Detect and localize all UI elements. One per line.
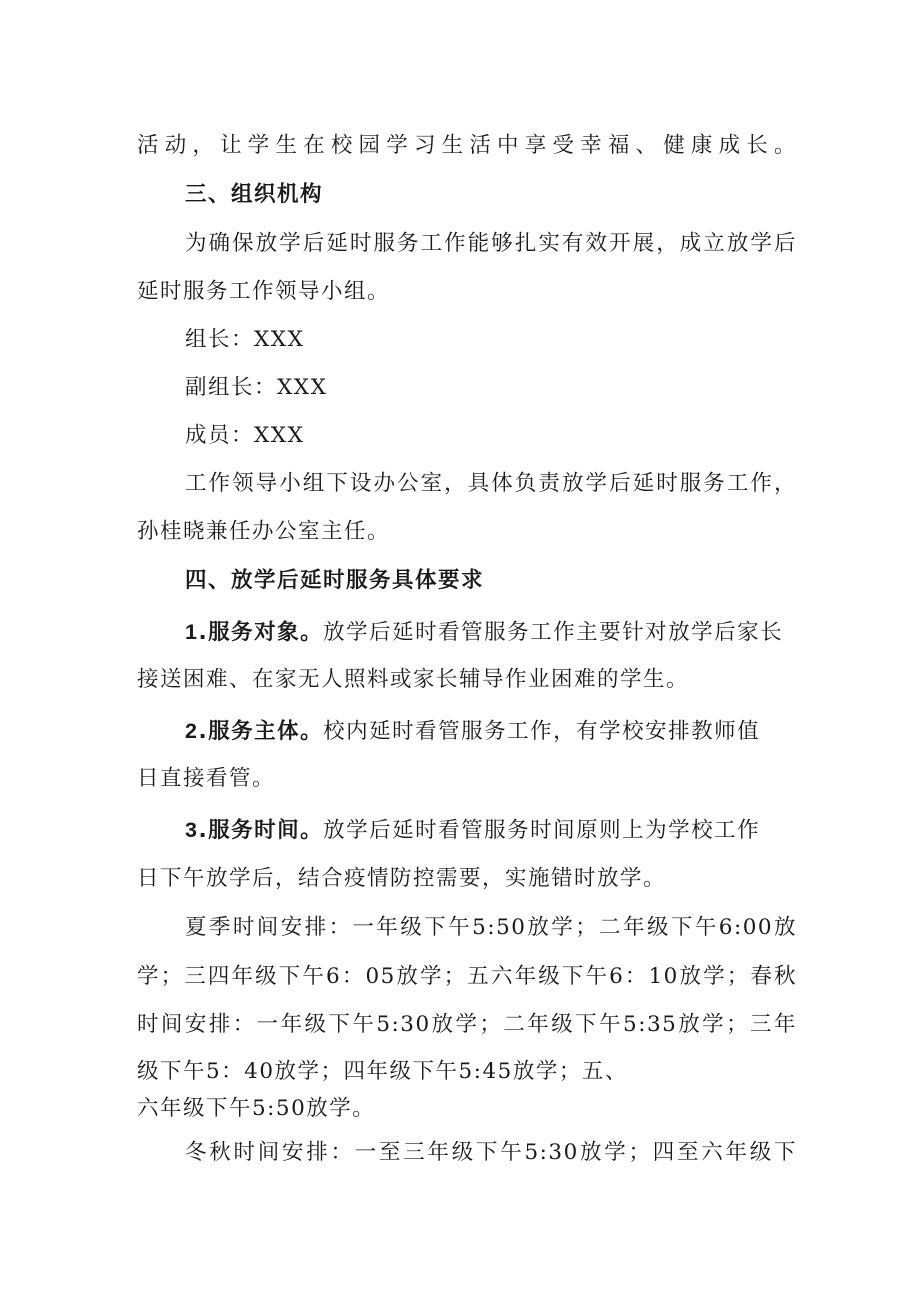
summer-schedule-line-1: 夏季时间安排：一年级下午5:50放学；二年级下午6:00放 [185, 915, 797, 940]
paragraph-intro-line-1: 活动，让学生在校园学习生活中享受幸福、健康成长。 [137, 133, 797, 158]
summer-schedule-line-3: 时间安排：一年级下午5:30放学；二年级下午5:35放学；三年 [137, 1012, 797, 1037]
deputy-leader-line: 副组长：XXX [185, 375, 328, 400]
members-line: 成员：XXX [185, 423, 305, 448]
item-2-text: 校内延时看管服务工作，有学校安排教师值 [323, 719, 761, 744]
paragraph-org-line-1: 为确保放学后延时服务工作能够扎实有效开展，成立放学后 [185, 231, 797, 256]
item-1-number: 1 [185, 620, 199, 644]
section-3-heading: 三、组织机构 [185, 182, 324, 207]
item-3-lead: .服务时间。 [198, 818, 324, 843]
item-1-lead: .服务对象。 [198, 620, 324, 645]
summer-schedule-line-5: 六年级下午5:50放学。 [137, 1096, 376, 1121]
paragraph-office-line-2: 孙桂晓兼任办公室主任。 [137, 519, 391, 544]
item-3-number: 3 [185, 818, 199, 842]
item-1-line-2: 接送困难、在家无人照料或家长辅导作业困难的学生。 [137, 667, 690, 692]
item-1-text: 放学后延时看管服务工作主要针对放学后家长 [323, 620, 784, 645]
item-3-line-2: 日下午放学后，结合疫情防控需要，实施错时放学。 [137, 866, 667, 891]
leader-line: 组长：XXX [185, 327, 305, 352]
item-3-text: 放学后延时看管服务时间原则上为学校工作 [323, 818, 761, 843]
paragraph-org-line-2: 延时服务工作领导小组。 [137, 279, 391, 304]
item-2-line-2: 日直接看管。 [137, 766, 276, 791]
item-2-number: 2 [185, 719, 199, 743]
section-4-heading: 四、放学后延时服务具体要求 [185, 568, 485, 593]
item-2-line-1 [185, 716, 797, 747]
item-1-line-1 [185, 617, 797, 648]
summer-schedule-line-2: 学；三四年级下午6：05放学；五六年级下午6：10放学；春秋 [137, 964, 797, 989]
paragraph-office-line-1: 工作领导小组下设办公室，具体负责放学后延时服务工作， [185, 471, 797, 496]
summer-schedule-line-4: 级下午5：40放学；四年级下午5:45放学；五、 [137, 1059, 628, 1084]
item-3-line-1 [185, 815, 797, 846]
item-2-lead: .服务主体。 [198, 719, 324, 744]
winter-schedule-line-1: 冬秋时间安排：一至三年级下午5:30放学；四至六年级下 [185, 1140, 797, 1165]
